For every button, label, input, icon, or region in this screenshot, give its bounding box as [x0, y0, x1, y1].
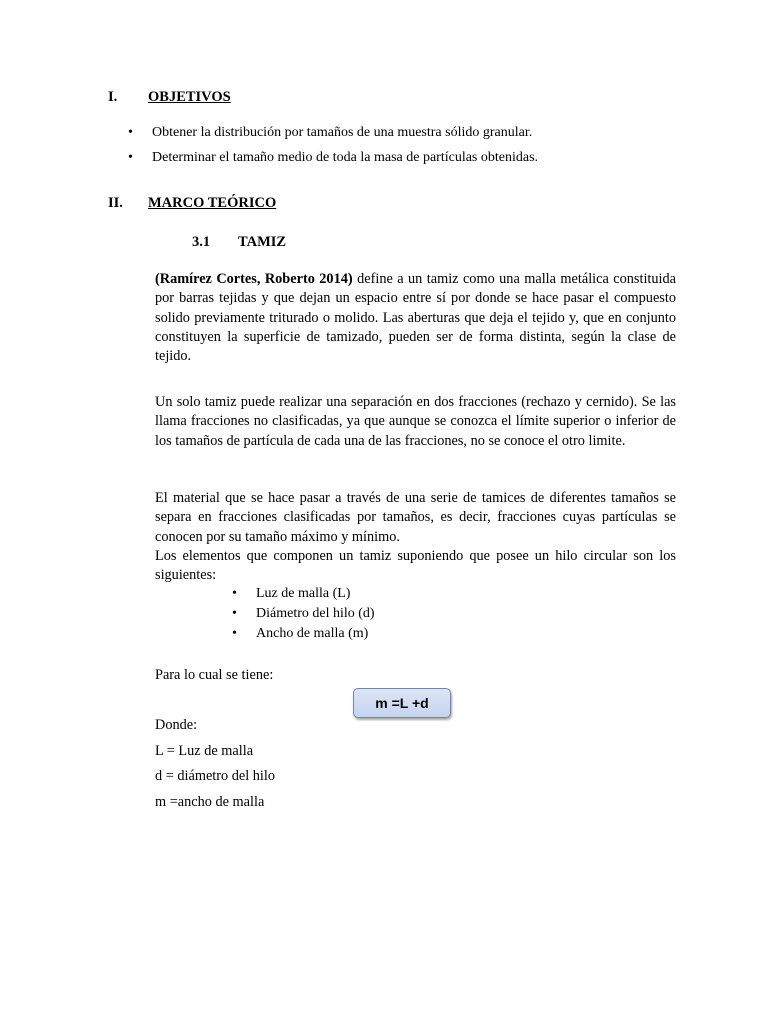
- list-item: [128, 124, 538, 142]
- section-title: OBJETIVOS: [148, 89, 231, 105]
- list-item-text: Diámetro del hilo (d): [256, 606, 375, 621]
- section-number: I.: [108, 89, 118, 105]
- bullet-icon: •: [128, 150, 133, 165]
- elements-list: [232, 585, 375, 643]
- paragraph-single-sieve: Un solo tamiz puede realizar una separación en dos fracciones (rechazo y cernido). Se las llama fracciones no clasificadas, ya que aunque se conozca el límite superior o inferior de los tamaños de partícula de cada una de las fracciones, no se conoce el otro limite.: [155, 394, 676, 449]
- paragraph-series-sieves: El material que se hace pasar a través de una serie de tamices de diferentes tamaños se separa en fracciones clasificadas por tamaños, es decir, fracciones cuyas partículas se conocen por su tamaño máximo y mínimo.: [155, 490, 676, 545]
- list-item-text: Ancho de malla (m): [256, 626, 369, 641]
- section-title: MARCO TEÓRICO: [148, 195, 277, 211]
- section-heading-objetivos: [108, 88, 308, 106]
- list-item-text: Obtener la distribución por tamaños de una muestra sólido granular.: [152, 125, 533, 140]
- bullet-icon: •: [232, 586, 237, 601]
- list-item: [232, 605, 375, 623]
- section-heading-marco-teorico: [108, 194, 358, 212]
- definition-diametro: d = diámetro del hilo: [155, 768, 276, 784]
- paragraph-text: define a un tamiz como una malla metálica constituida por barras tejidas y que dejan un espacio entre sí por donde se hace pasar el compuesto solido previamente triturado o molido. Las aberturas que deja el tejido y, que en conjunto constituyen la superficie de tamizado, pueden ser de forma distinta, según la clase de tejido.: [155, 271, 677, 365]
- formula-lead-text: Para lo cual se tiene:: [155, 667, 274, 683]
- section-number: II.: [108, 195, 123, 211]
- bullet-icon: •: [232, 626, 237, 641]
- donde-label: Donde:: [155, 717, 198, 733]
- formula-box: [353, 688, 451, 718]
- list-item-text: Luz de malla (L): [256, 586, 351, 601]
- bullet-icon: •: [232, 606, 237, 621]
- list-item: [232, 625, 375, 643]
- formula-text: m =L +d: [375, 695, 429, 711]
- list-item: [232, 585, 375, 603]
- subsection-title: TAMIZ: [238, 234, 287, 250]
- citation: (Ramírez Cortes, Roberto 2014): [155, 271, 353, 287]
- subsection-number: 3.1: [192, 234, 211, 250]
- list-item-text: Determinar el tamaño medio de toda la masa de partículas obtenidas.: [152, 150, 539, 165]
- definition-luz: L = Luz de malla: [155, 743, 254, 759]
- definition-ancho: m =ancho de malla: [155, 794, 265, 810]
- objectives-list: [128, 124, 539, 167]
- paragraph-elements: Los elementos que componen un tamiz suponiendo que posee un hilo circular son los siguientes:: [155, 548, 676, 584]
- paragraph-tamiz-definition: [155, 270, 676, 366]
- list-item: [128, 149, 539, 167]
- bullet-icon: •: [128, 125, 133, 140]
- subsection-heading-tamiz: [192, 233, 286, 251]
